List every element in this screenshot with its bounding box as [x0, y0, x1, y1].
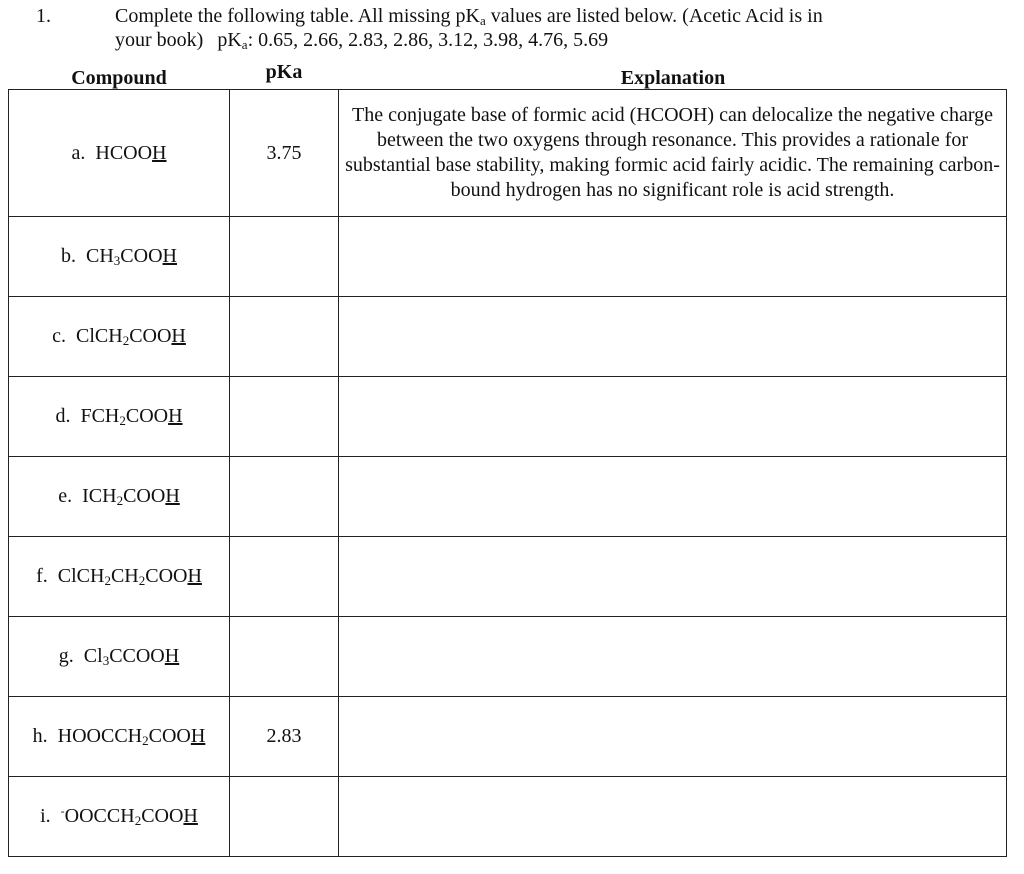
- compound-letter: e.: [58, 485, 73, 507]
- formula-subscript: 2: [138, 573, 146, 588]
- table-row: [9, 297, 1007, 377]
- compound-cell: [9, 90, 230, 217]
- formula-part: COO: [129, 325, 172, 347]
- instructions-text-rest: values are listed below. (Acetic Acid is in: [485, 5, 823, 27]
- formula-part: HOOCCH: [57, 725, 143, 747]
- pka-cell[interactable]: [230, 297, 339, 377]
- formula-part: CH: [110, 565, 139, 587]
- table-row: [9, 617, 1007, 697]
- compound-letter: i.: [40, 805, 51, 827]
- explanation-cell[interactable]: [339, 777, 1007, 857]
- question-instructions: [115, 4, 995, 52]
- acid-table: [8, 89, 1007, 857]
- question-number: 1.: [36, 5, 51, 27]
- pka-cell[interactable]: [230, 617, 339, 697]
- formula-part: ClCH: [57, 565, 105, 587]
- compound-cell: [9, 617, 230, 697]
- compound-letter: d.: [55, 405, 71, 427]
- table-row: [9, 697, 1007, 777]
- acidic-hydrogen: H: [171, 325, 186, 347]
- compound-letter: g.: [58, 645, 74, 667]
- compound-cell: [9, 217, 230, 297]
- formula-part: COO: [148, 725, 191, 747]
- formula-subscript: 2: [142, 733, 149, 748]
- table-row: [9, 457, 1007, 537]
- pka-cell[interactable]: 3.75: [230, 90, 339, 217]
- table-row: [9, 537, 1007, 617]
- compound-formula: [58, 725, 206, 747]
- acid-table-body: [9, 90, 1007, 857]
- instructions-pka-subscript: a: [479, 13, 486, 28]
- header-pka: pKa: [265, 61, 303, 83]
- formula-subscript: 3: [102, 653, 110, 668]
- pka-list-label-text: pK: [217, 29, 242, 51]
- formula-subscript: 2: [116, 493, 124, 508]
- instructions-line-1: [115, 4, 995, 28]
- compound-cell: [9, 297, 230, 377]
- explanation-cell[interactable]: [339, 377, 1007, 457]
- formula-part: CH: [86, 245, 114, 267]
- acidic-hydrogen: H: [152, 141, 167, 164]
- pka-cell[interactable]: [230, 537, 339, 617]
- pka-list-label: [217, 29, 253, 51]
- acidic-hydrogen: H: [183, 805, 198, 827]
- pka-list-label-colon: :: [247, 29, 254, 51]
- table-row: [9, 377, 1007, 457]
- explanation-cell[interactable]: [339, 457, 1007, 537]
- explanation-cell[interactable]: [339, 217, 1007, 297]
- pka-list-label-subscript: a: [241, 37, 248, 52]
- instructions-line-2: [115, 28, 995, 52]
- pka-cell[interactable]: [230, 777, 339, 857]
- formula-superscript: -: [60, 804, 65, 818]
- formula-subscript: 2: [122, 333, 130, 348]
- formula-part: Cl: [83, 645, 103, 667]
- compound-letter: a.: [71, 141, 86, 164]
- formula-part: COO: [141, 805, 184, 827]
- formula-part: ICH: [82, 485, 117, 507]
- compound-cell: [9, 777, 230, 857]
- explanation-cell[interactable]: [339, 697, 1007, 777]
- acidic-hydrogen: H: [190, 725, 206, 747]
- formula-part: COO: [145, 565, 188, 587]
- header-compound: Compound: [71, 67, 167, 89]
- pka-values-list: 0.65, 2.66, 2.83, 2.86, 3.12, 3.98, 4.76, 5.69: [253, 29, 609, 51]
- compound-letter: c.: [52, 325, 66, 347]
- header-explanation: Explanation: [620, 67, 726, 89]
- book-note: your book): [115, 29, 204, 51]
- acidic-hydrogen: H: [165, 485, 180, 507]
- compound-formula: [95, 142, 166, 164]
- formula-part: COO: [125, 405, 169, 427]
- explanation-cell[interactable]: The conjugate base of formic acid (HCOOH) can delocalize the negative charge between the two oxygens through resonance. This provides a rationale for substantial base stability, making formic acid fairly acidic. The remaining carbon-bound hydrogen has no significant role is acid strength.: [339, 90, 1007, 217]
- compound-letter: h.: [32, 725, 48, 747]
- explanation-cell[interactable]: [339, 617, 1007, 697]
- formula-subscript: 2: [119, 413, 126, 428]
- compound-cell: [9, 697, 230, 777]
- formula-subscript: 3: [113, 253, 121, 268]
- compound-formula: [76, 325, 186, 347]
- compound-cell: [9, 537, 230, 617]
- table-row: [9, 777, 1007, 857]
- compound-formula: [80, 405, 182, 427]
- pka-cell[interactable]: 2.83: [230, 697, 339, 777]
- compound-formula: [82, 485, 180, 507]
- compound-cell: [9, 377, 230, 457]
- pka-cell[interactable]: [230, 377, 339, 457]
- table-row: [9, 90, 1007, 217]
- compound-cell: [9, 457, 230, 537]
- formula-part: CCOO: [109, 645, 165, 667]
- explanation-cell[interactable]: [339, 537, 1007, 617]
- compound-letter: b.: [61, 245, 76, 267]
- instructions-text: Complete the following table. All missing pK: [115, 5, 480, 27]
- compound-formula: [86, 245, 177, 267]
- formula-part: COO: [120, 245, 163, 267]
- compound-formula: [61, 805, 198, 827]
- compound-formula: [58, 565, 202, 587]
- compound-formula: [84, 645, 179, 667]
- acidic-hydrogen: H: [164, 645, 180, 667]
- compound-letter: f.: [36, 565, 48, 587]
- formula-subscript: 2: [104, 573, 111, 588]
- formula-part: COO: [123, 485, 166, 507]
- acidic-hydrogen: H: [162, 245, 177, 267]
- formula-part: HCOO: [95, 141, 153, 164]
- pka-cell[interactable]: [230, 217, 339, 297]
- table-row: [9, 217, 1007, 297]
- formula-part: ClCH: [76, 325, 123, 347]
- acidic-hydrogen: H: [168, 405, 183, 427]
- explanation-cell[interactable]: [339, 297, 1007, 377]
- formula-part: FCH: [80, 405, 120, 427]
- formula-subscript: 2: [134, 813, 142, 828]
- acidic-hydrogen: H: [187, 565, 202, 587]
- formula-part: OOCCH: [64, 805, 135, 827]
- pka-cell[interactable]: [230, 457, 339, 537]
